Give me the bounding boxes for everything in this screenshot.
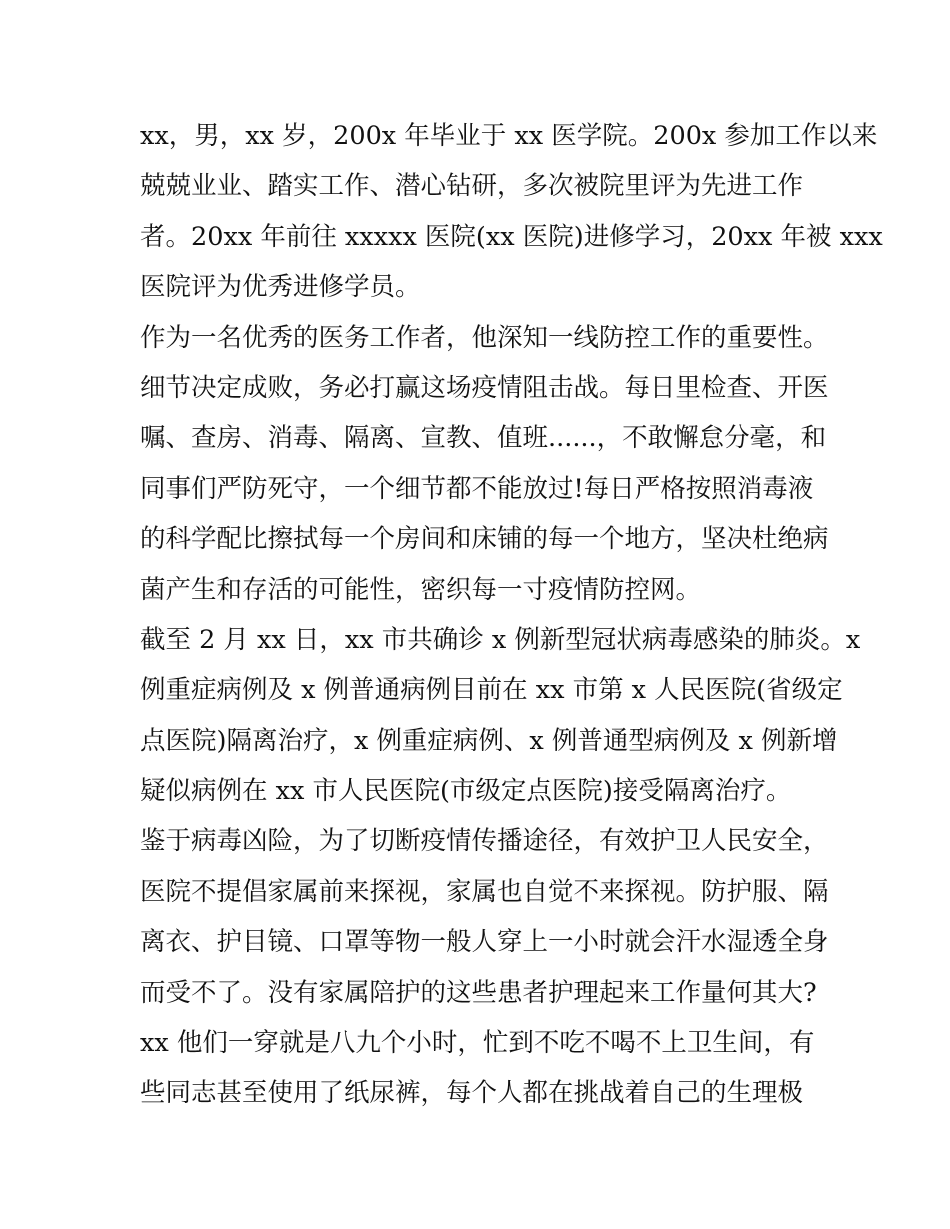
text-line: 疑似病例在 xx 市人民医院(市级定点医院)接受隔离治疗。 (140, 776, 792, 807)
text-line: 点医院)隔离治疗，x 例重症病例、x 例普通型病例及 x 例新增 (140, 725, 838, 756)
paragraph-frontline-work (140, 313, 829, 615)
text-line: 同事们严防死守，一个细节都不能放过!每日严格按照消毒液 (140, 473, 814, 504)
text-line: 例重症病例及 x 例普通病例目前在 xx 市第 x 人民医院(省级定 (140, 675, 843, 706)
text-line: 者。20xx 年前往 xxxxx 医院(xx 医院)进修学习，20xx 年被 xxx (140, 221, 883, 252)
text-line: 离衣、护目镜、口罩等物一般人穿上一小时就会汗水湿透全身 (140, 927, 829, 958)
text-line: 而受不了。没有家属陪护的这些患者护理起来工作量何其大? (140, 977, 817, 1008)
text-line: 嘱、查房、消毒、隔离、宣教、值班......，不敢懈怠分毫，和 (140, 423, 827, 454)
text-line: 鉴于病毒凶险，为了切断疫情传播途径，有效护卫人民安全， (140, 826, 829, 857)
text-line: 些同志甚至使用了纸尿裤，每个人都在挑战着自己的生理极 (140, 1078, 804, 1109)
text-line: 作为一名优秀的医务工作者，他深知一线防控工作的重要性。 (140, 322, 829, 353)
paragraph-case-statistics (140, 615, 861, 817)
text-line: 截至 2 月 xx 日，xx 市共确诊 x 例新型冠状病毒感染的肺炎。x (140, 624, 861, 655)
text-line: 细节决定成败，务必打赢这场疫情阻击战。每日里检查、开医 (140, 372, 829, 403)
text-line: 的科学配比擦拭每一个房间和床铺的每一个地方，坚决杜绝病 (140, 524, 829, 555)
text-line: 兢兢业业、踏实工作、潜心钻研，多次被院里评为先进工作 (140, 171, 804, 202)
text-line: 医院评为优秀进修学员。 (140, 272, 421, 303)
text-line: xx，男，xx 岁，200x 年毕业于 xx 医学院。200x 参加工作以来 (140, 121, 878, 151)
text-line: xx 他们一穿就是八九个小时，忙到不吃不喝不上卫生间，有 (140, 1028, 815, 1059)
text-line: 医院不提倡家属前来探视，家属也自觉不来探视。防护服、隔 (140, 876, 829, 907)
text-line: 菌产生和存活的可能性，密织每一寸疫情防控网。 (140, 574, 702, 605)
paragraph-visitation-policy (140, 816, 829, 1118)
paragraph-doctor-profile (140, 111, 883, 313)
document-page (140, 111, 883, 1119)
